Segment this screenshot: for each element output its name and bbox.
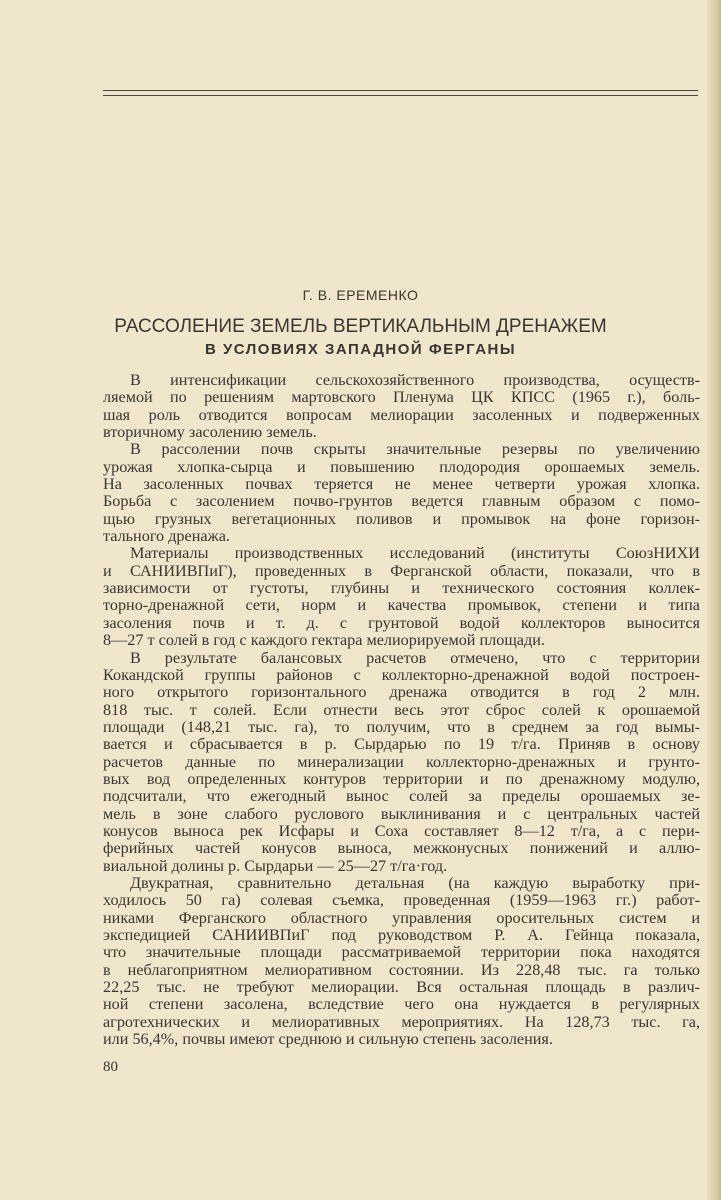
text-line: агротехнических и мелиоративных мероприятиях. На 128,73 тыс. га, bbox=[103, 1012, 700, 1031]
text-line: площади (148,21 тыс. га), то получим, что в среднем за год вымы- bbox=[103, 717, 700, 736]
text-line: виальной долины р. Сырдарьи — 25—27 т/га·год. bbox=[103, 856, 448, 875]
text-line: шая роль отводится вопросам мелиорации засоленных и подверженных bbox=[103, 405, 700, 424]
text-line: ляемой по решениям мартовского Пленума ЦК КПСС (1965 г.), боль- bbox=[103, 388, 700, 407]
article-title-line-2: В УСЛОВИЯХ ЗАПАДНОЙ ФЕРГАНЫ bbox=[204, 341, 517, 358]
top-rule bbox=[103, 90, 698, 91]
text-line: В результате балансовых расчетов отмечено, что с территории bbox=[130, 648, 700, 667]
text-line: мель в зоне слабого руслового выклинивания и с центральных частей bbox=[103, 804, 700, 823]
top-rule-second bbox=[103, 95, 698, 96]
text-line: 22,25 тыс. не требуют мелиорации. Вся остальная площадь в различ- bbox=[103, 978, 700, 997]
text-line: в неблагоприятном мелиоративном состоянии. Из 228,48 тыс. га только bbox=[103, 960, 700, 979]
text-line: В интенсификации сельскохозяйственного производства, осуществ- bbox=[130, 371, 700, 389]
text-line: никами Ферганского областного управления оросительных систем и bbox=[103, 908, 700, 927]
text-line: экспедицией САНИИВПиГ под руководством Р. А. Гейнца показала, bbox=[103, 926, 700, 944]
paragraph bbox=[103, 372, 700, 441]
text-line: конусов выноса рек Исфары и Соха составляет 8—12 т/га, а с пери- bbox=[103, 821, 700, 840]
text-line: вых вод определенных контуров территории и по дренажному модулю, bbox=[103, 769, 700, 788]
text-line: Борьба с засолением почво-грунтов ведется главным образом с помо- bbox=[103, 492, 700, 511]
text-line: или 56,4%, почвы имеют среднюю и сильную степень засоления. bbox=[103, 1030, 553, 1049]
text-line: щью грузных вегетационных поливов и промывок на фоне горизон- bbox=[103, 509, 700, 528]
paragraph bbox=[103, 875, 700, 1048]
text-line: В рассолении почв скрыты значительные резервы по увеличению bbox=[130, 440, 700, 459]
text-line: торно-дренажной сети, норм и качества промывок, степени и типа bbox=[103, 596, 700, 615]
text-line: и САНИИВПиГ), проведенных в Ферганской области, показали, что в bbox=[103, 561, 700, 580]
article-body bbox=[103, 372, 700, 1048]
text-line: подсчитали, что ежегодный вынос солей за пределы орошаемых зе- bbox=[103, 787, 700, 806]
paragraph bbox=[103, 650, 700, 875]
author-name: Г. В. ЕРЕМЕНКО bbox=[302, 287, 419, 303]
paragraph bbox=[103, 545, 700, 649]
text-line: зависимости от густоты, глубины и технического состояния коллек- bbox=[103, 579, 700, 598]
text-line: 818 тыс. т солей. Если отнести весь этот сброс солей к орошаемой bbox=[103, 700, 700, 719]
page-binding-edge bbox=[707, 0, 721, 1200]
text-line: тального дренажа. bbox=[103, 527, 230, 546]
text-line: ходилось 50 га) солевая съемка, проведенная (1959—1963 гг.) работ- bbox=[103, 891, 700, 910]
text-line: На засоленных почвах теряется не менее четверти урожая хлопка. bbox=[103, 475, 700, 494]
text-line: вторичному засолению земель. bbox=[103, 423, 317, 442]
text-line: Кокандской группы районов с коллекторно-дренажной водой построен- bbox=[103, 665, 700, 684]
page-number: 80 bbox=[103, 1059, 118, 1075]
text-line: что значительные площади рассматриваемой территории пока находятся bbox=[103, 943, 700, 962]
text-line: ной степени засолена, вследствие чего она нуждается в регулярных bbox=[103, 995, 700, 1014]
text-line: Двукратная, сравнительно детальная (на каждую выработку при- bbox=[130, 873, 700, 892]
text-line: расчетов данные по минерализации коллекторно-дренажных и грунто- bbox=[103, 752, 700, 771]
text-line: урожая хлопка-сырца и повышению плодородия орошаемых земель. bbox=[103, 457, 700, 476]
text-line: Материалы производственных исследований (институты СоюзНИХИ bbox=[130, 544, 700, 563]
article-title-line-1: РАССОЛЕНИЕ ЗЕМЕЛЬ ВЕРТИКАЛЬНЫМ ДРЕНАЖЕМ bbox=[114, 316, 607, 337]
text-line: ферийных частей конусов выноса, межконусных понижений и аллю- bbox=[103, 839, 700, 858]
text-line: ного открытого горизонтального дренажа отводится в год 2 млн. bbox=[103, 683, 700, 702]
text-line: вается и сбрасывается в р. Сырдарью по 19 т/га. Приняв в основу bbox=[103, 735, 700, 754]
text-line: засоления почв и т. д. с грунтовой водой коллекторов выносится bbox=[103, 613, 700, 632]
paragraph bbox=[103, 441, 700, 545]
text-line: 8—27 т солей в год с каждого гектара мелиорируемой площади. bbox=[103, 631, 545, 650]
